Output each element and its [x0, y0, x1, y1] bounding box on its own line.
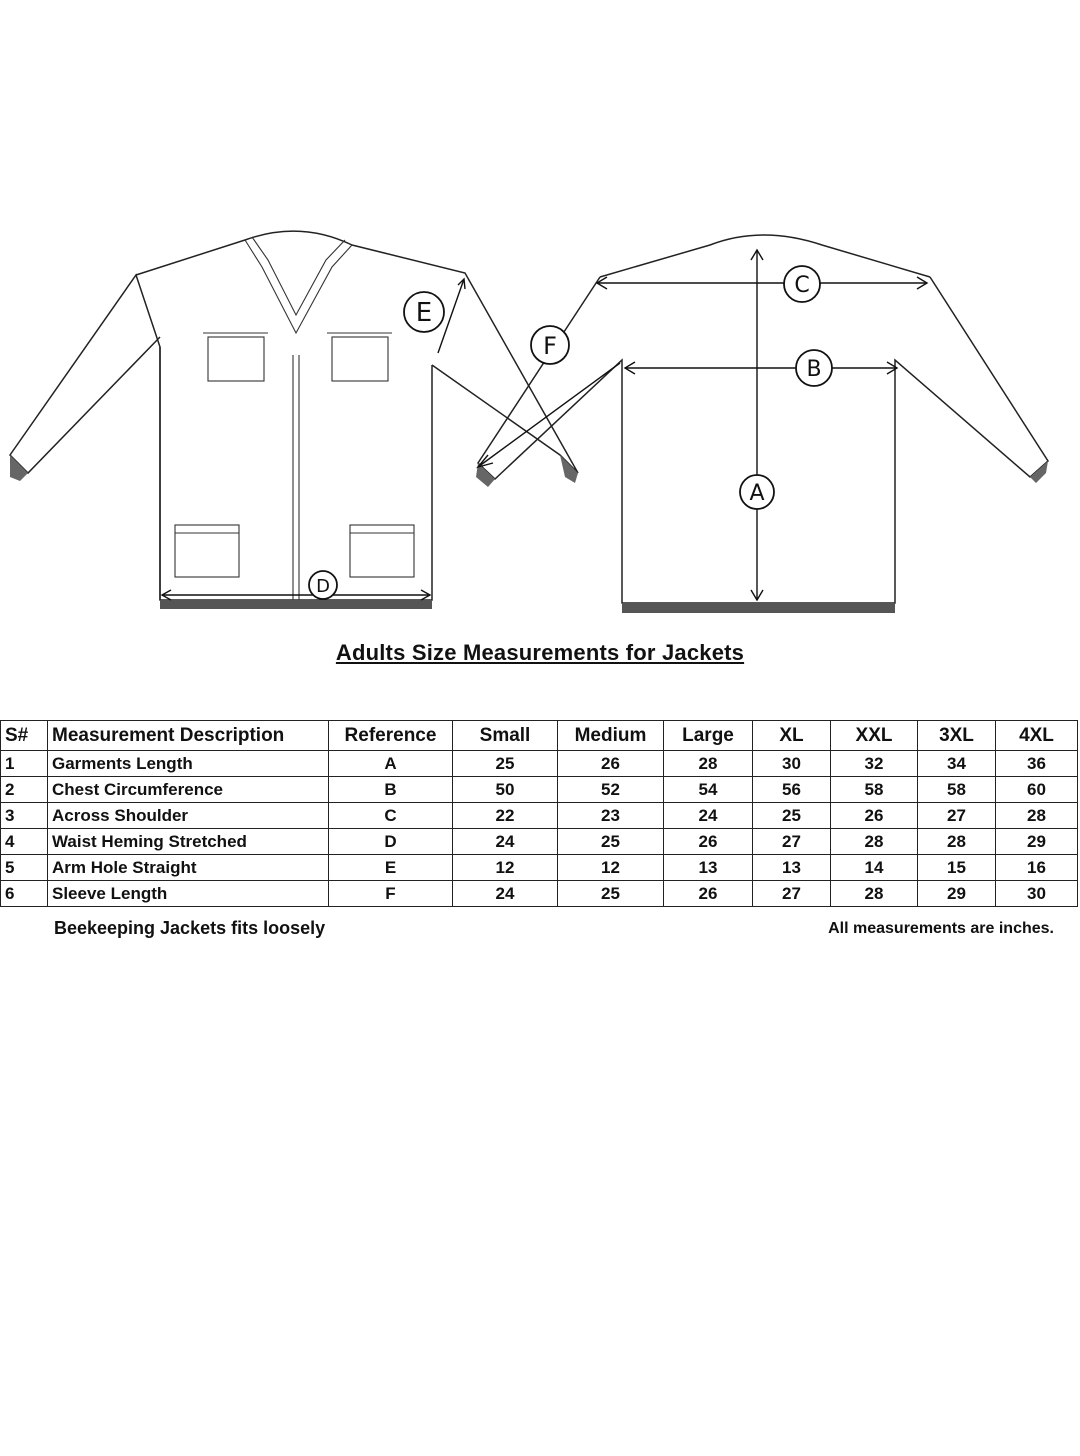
- cell-description: Garments Length: [48, 751, 329, 777]
- cell-small: 22: [453, 803, 558, 829]
- svg-text:A: A: [749, 481, 765, 506]
- cell-serial: 4: [1, 829, 48, 855]
- back-jacket-drawing: [476, 235, 1048, 613]
- header-reference: Reference: [329, 721, 453, 751]
- jacket-measurement-diagram: [0, 215, 1080, 625]
- cell-xxl: 26: [831, 803, 918, 829]
- cell-small: 24: [453, 881, 558, 907]
- cell-small: 12: [453, 855, 558, 881]
- cell-4xl: 29: [996, 829, 1078, 855]
- cell-serial: 1: [1, 751, 48, 777]
- label-d: [309, 571, 337, 599]
- dimension-lines: [162, 250, 927, 600]
- page-title: Adults Size Measurements for Jackets: [335, 640, 745, 665]
- front-jacket-drawing: [10, 231, 578, 609]
- cell-3xl: 28: [918, 829, 996, 855]
- cell-4xl: 30: [996, 881, 1078, 907]
- header-small: Small: [453, 721, 558, 751]
- label-c: [784, 266, 820, 302]
- cell-reference: F: [329, 881, 453, 907]
- cell-reference: A: [329, 751, 453, 777]
- svg-text:C: C: [794, 273, 810, 298]
- size-measurement-table: [0, 720, 1078, 907]
- table-row: [1, 855, 1078, 881]
- table-row: [1, 881, 1078, 907]
- cell-medium: 12: [558, 855, 664, 881]
- cell-xl: 27: [753, 881, 831, 907]
- cell-4xl: 28: [996, 803, 1078, 829]
- cell-xxl: 32: [831, 751, 918, 777]
- table-row: [1, 829, 1078, 855]
- footer-note-units: All measurements are inches.: [828, 920, 1054, 937]
- cell-xl: 56: [753, 777, 831, 803]
- cell-3xl: 29: [918, 881, 996, 907]
- cell-xxl: 58: [831, 777, 918, 803]
- cell-4xl: 36: [996, 751, 1078, 777]
- header-medium: Medium: [558, 721, 664, 751]
- cell-large: 26: [664, 829, 753, 855]
- cell-serial: 6: [1, 881, 48, 907]
- cell-large: 26: [664, 881, 753, 907]
- cell-medium: 25: [558, 881, 664, 907]
- header-serial: S#: [1, 721, 48, 751]
- cell-small: 25: [453, 751, 558, 777]
- table-row: [1, 803, 1078, 829]
- cell-xxl: 28: [831, 881, 918, 907]
- header-xxl: XXL: [831, 721, 918, 751]
- cell-large: 28: [664, 751, 753, 777]
- cell-reference: B: [329, 777, 453, 803]
- svg-text:F: F: [543, 332, 557, 360]
- footer-note-fit: Beekeeping Jackets fits loosely: [54, 918, 326, 938]
- cell-3xl: 34: [918, 751, 996, 777]
- cell-serial: 3: [1, 803, 48, 829]
- cell-3xl: 15: [918, 855, 996, 881]
- cell-4xl: 60: [996, 777, 1078, 803]
- cell-reference: C: [329, 803, 453, 829]
- label-f: [531, 326, 569, 364]
- table-row: [1, 751, 1078, 777]
- label-a: [740, 475, 774, 509]
- header-4xl: 4XL: [996, 721, 1078, 751]
- cell-description: Waist Heming Stretched: [48, 829, 329, 855]
- cell-xl: 25: [753, 803, 831, 829]
- cell-large: 24: [664, 803, 753, 829]
- cell-large: 54: [664, 777, 753, 803]
- table-header-row: [1, 721, 1078, 751]
- cell-reference: E: [329, 855, 453, 881]
- cell-serial: 2: [1, 777, 48, 803]
- cell-3xl: 27: [918, 803, 996, 829]
- cell-small: 24: [453, 829, 558, 855]
- cell-xl: 30: [753, 751, 831, 777]
- header-description: Measurement Description: [48, 721, 329, 751]
- cell-description: Across Shoulder: [48, 803, 329, 829]
- cell-medium: 25: [558, 829, 664, 855]
- label-e: [404, 292, 444, 332]
- cell-xl: 13: [753, 855, 831, 881]
- svg-text:E: E: [415, 298, 433, 328]
- cell-description: Arm Hole Straight: [48, 855, 329, 881]
- svg-text:D: D: [316, 576, 330, 597]
- cell-small: 50: [453, 777, 558, 803]
- label-b: [796, 350, 832, 386]
- cell-xxl: 14: [831, 855, 918, 881]
- header-3xl: 3XL: [918, 721, 996, 751]
- cell-xxl: 28: [831, 829, 918, 855]
- cell-4xl: 16: [996, 855, 1078, 881]
- cell-medium: 26: [558, 751, 664, 777]
- header-xl: XL: [753, 721, 831, 751]
- table-row: [1, 777, 1078, 803]
- cell-medium: 52: [558, 777, 664, 803]
- svg-text:B: B: [806, 357, 822, 382]
- cell-medium: 23: [558, 803, 664, 829]
- cell-serial: 5: [1, 855, 48, 881]
- cell-large: 13: [664, 855, 753, 881]
- cell-xl: 27: [753, 829, 831, 855]
- cell-3xl: 58: [918, 777, 996, 803]
- header-large: Large: [664, 721, 753, 751]
- cell-description: Sleeve Length: [48, 881, 329, 907]
- cell-reference: D: [329, 829, 453, 855]
- cell-description: Chest Circumference: [48, 777, 329, 803]
